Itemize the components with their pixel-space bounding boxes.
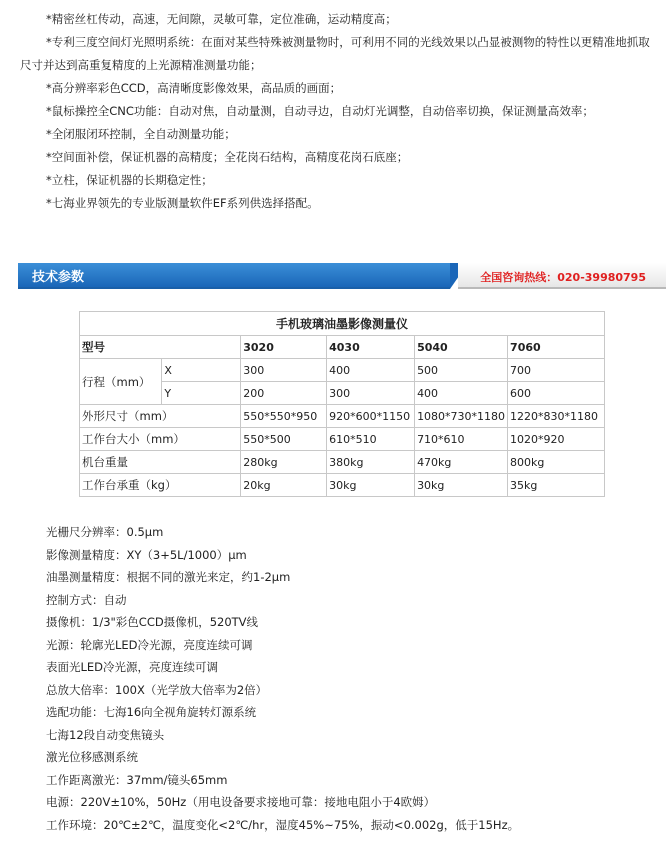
feature-item: *七海业界领先的专业版测量软件EF系列供选择搭配。 bbox=[46, 196, 319, 210]
feature-item: *专利三度空间灯光照明系统：在面对某些特殊被测量物时，可利用不同的光线效果以凸显被测物的特性以更精准地抓取尺寸并达到高重复精度的上光源精准测量功能； bbox=[20, 35, 650, 72]
hotline-text: 全国咨询热线：020-39980795 bbox=[480, 271, 646, 284]
table-cell: 380kg bbox=[327, 451, 415, 474]
model-cell: 5040 bbox=[415, 336, 508, 359]
table-row bbox=[80, 474, 605, 497]
param-item: 油墨测量精度：根据不同的激光来定，约1-2μm bbox=[46, 570, 291, 584]
param-item: 电源：220V±10%，50Hz（用电设备要求接地可靠：接地电阻小于4欧姆） bbox=[46, 795, 436, 809]
model-cell: 3020 bbox=[241, 336, 327, 359]
row-label: 工作台承重（kg） bbox=[80, 474, 241, 497]
model-label: 型号 bbox=[80, 336, 241, 359]
model-cell: 7060 bbox=[508, 336, 605, 359]
travel-label: 行程（mm） bbox=[80, 359, 162, 405]
feature-item: *立柱，保证机器的长期稳定性； bbox=[46, 173, 213, 187]
table-cell: 30kg bbox=[327, 474, 415, 497]
table-cell: 600 bbox=[508, 382, 605, 405]
params-list bbox=[46, 521, 656, 836]
table-cell: 20kg bbox=[241, 474, 327, 497]
table-cell: 200 bbox=[241, 382, 327, 405]
param-item: 光栅尺分辨率：0.5μm bbox=[46, 525, 164, 539]
table-cell: 400 bbox=[415, 382, 508, 405]
table-cell: 550*550*950 bbox=[241, 405, 327, 428]
table-cell: 300 bbox=[241, 359, 327, 382]
table-cell: 710*610 bbox=[415, 428, 508, 451]
table-cell: 1220*830*1180 bbox=[508, 405, 605, 428]
table-cell: 470kg bbox=[415, 451, 508, 474]
table-caption: 手机玻璃油墨影像测量仪 bbox=[80, 312, 605, 336]
feature-item: *全闭服闭环控制，全自动测量功能； bbox=[46, 127, 236, 141]
table-cell: 280kg bbox=[241, 451, 327, 474]
row-label: 工作台大小（mm） bbox=[80, 428, 241, 451]
row-label: 外形尺寸（mm） bbox=[80, 405, 241, 428]
table-cell: 550*500 bbox=[241, 428, 327, 451]
table-row bbox=[80, 451, 605, 474]
param-item: 工作距离激光：37mm/镜头65mm bbox=[46, 772, 228, 787]
feature-item: *精密丝杠传动，高速，无间隙，灵敏可靠，定位准确，运动精度高； bbox=[46, 12, 397, 26]
table-cell: 920*600*1150 bbox=[327, 405, 415, 428]
param-item: 影像测量精度：XY（3+5L/1000）μm bbox=[46, 547, 247, 562]
axis-label: X bbox=[162, 359, 241, 382]
table-cell: 30kg bbox=[415, 474, 508, 497]
table-cell: 1020*920 bbox=[508, 428, 605, 451]
param-item: 工作环境：20℃±2℃，温度变化<2℃/hr，湿度45%~75%，振动<0.002g，低于15Hz。 bbox=[46, 817, 520, 832]
table-cell: 35kg bbox=[508, 474, 605, 497]
section-title: 技术参数 bbox=[32, 270, 85, 285]
model-cell: 4030 bbox=[327, 336, 415, 359]
row-label: 机台重量 bbox=[80, 451, 241, 474]
table-cell: 300 bbox=[327, 382, 415, 405]
axis-label: Y bbox=[162, 382, 241, 405]
param-item: 控制方式：自动 bbox=[46, 592, 127, 607]
features-list bbox=[20, 8, 660, 215]
param-item: 激光位移感测系统 bbox=[46, 750, 138, 764]
table-row bbox=[80, 428, 605, 451]
table-cell: 1080*730*1180 bbox=[415, 405, 508, 428]
table-cell: 800kg bbox=[508, 451, 605, 474]
param-item: 选配功能：七海16向全视角旋转灯源系统 bbox=[46, 705, 257, 719]
section-banner bbox=[18, 263, 666, 289]
param-item: 总放大倍率：100X（光学放大倍率为2倍） bbox=[46, 682, 268, 697]
param-item: 摄像机：1/3"彩色CCD摄像机，520TV线 bbox=[46, 615, 259, 629]
feature-item: *鼠标操控全CNC功能：自动对焦，自动量测，自动寻边，自动灯光调整，自动倍率切换，保证测量高效率； bbox=[46, 104, 594, 118]
table-row bbox=[80, 359, 605, 382]
spec-table bbox=[79, 311, 605, 497]
table-cell: 700 bbox=[508, 359, 605, 382]
feature-item: *空间面补偿，保证机器的高精度；全花岗石结构，高精度花岗石底座； bbox=[46, 150, 409, 164]
table-row bbox=[80, 405, 605, 428]
param-item: 表面光LED冷光源，亮度连续可调 bbox=[46, 660, 219, 674]
param-item: 七海12段自动变焦镜头 bbox=[46, 727, 165, 742]
table-row bbox=[80, 336, 605, 359]
feature-item: *高分辨率彩色CCD，高清晰度影像效果，高品质的画面； bbox=[46, 81, 342, 95]
table-cell: 500 bbox=[415, 359, 508, 382]
param-item: 光源：轮廓光LED冷光源，亮度连续可调 bbox=[46, 637, 253, 652]
table-cell: 610*510 bbox=[327, 428, 415, 451]
table-cell: 400 bbox=[327, 359, 415, 382]
